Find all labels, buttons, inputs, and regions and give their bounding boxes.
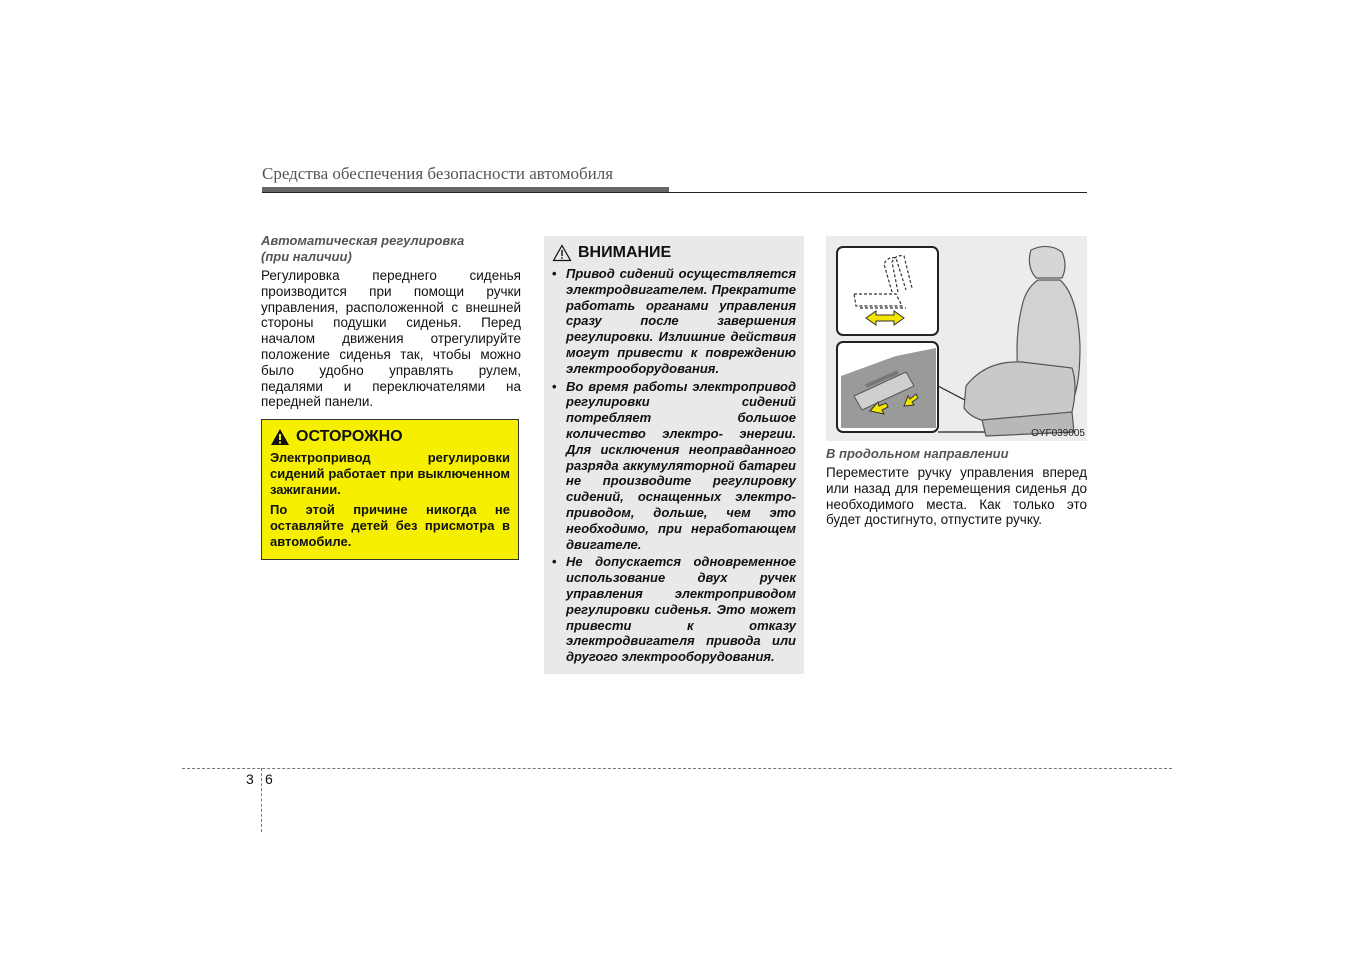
warning-outline-icon — [552, 244, 572, 262]
intro-paragraph: Регулировка переднего сиденья производится при помощи ручки управления, расположенной с внешней стороны подушки сиденья. Перед началом движения отрегулируйте положение сиденья так, чтобы можно было удобно управлять рулем, педалями и переключателями на передней панели. — [261, 268, 521, 410]
section-title: Средства обеспечения безопасности автомобиля — [262, 164, 614, 183]
notice-list — [552, 266, 796, 665]
footer-dashed-divider — [261, 768, 262, 832]
header-rule — [262, 192, 1087, 193]
caution-paragraph-1: Электропривод регулировки сидений работает при выключенном зажигании. — [270, 450, 510, 497]
column-1 — [261, 233, 521, 410]
subheading-optional: (при наличии) — [261, 249, 352, 264]
notice-item: • Не допускается одновременное использование двух ручек управления электроприводом регулировки сиденья. Это может привести к отказу электродвигателя привода или другого электрооборудования. — [552, 554, 796, 665]
notice-box — [544, 236, 804, 674]
figure-code: OYF039005 — [1031, 428, 1085, 439]
longitudinal-paragraph: Переместите ручку управления вперед или назад для перемещения сиденья до необходимого места. Как только это будет достигнуто, отпустите ручку. — [826, 465, 1087, 528]
caution-header — [270, 428, 510, 446]
warning-triangle-icon — [270, 428, 290, 446]
notice-header — [552, 244, 796, 262]
chapter-number: 3 — [246, 771, 254, 787]
notice-item: • Во время работы электропривод регулировки сидений потребляет большое количество электро- энергии. Для исключения неоправданного разряда аккумуляторной батареи не производите регулировку сидений, оснащенных электро- приводом, дольше, чем это необходимо, при неработающем двигателе. — [552, 378, 796, 552]
subheading-auto-adjust: Автоматическая регулировка — [261, 233, 465, 248]
caution-paragraph-2: По этой причине никогда не оставляйте детей без присмотра в автомобиле. — [270, 502, 510, 549]
footer-dashed-line — [182, 768, 1172, 769]
seat-illustration — [826, 236, 1087, 441]
notice-title: ВНИМАНИЕ — [578, 244, 672, 261]
subheading-longitudinal: В продольном направлении — [826, 446, 1009, 461]
page-number: 6 — [265, 771, 273, 787]
notice-item: • Привод сидений осуществляется электродвигателем. Прекратите работать органами управления сразу после завершения регулировки. Излишние действия могут привести к повреждению электрооборудования. — [552, 266, 796, 376]
caution-title: ОСТОРОЖНО — [296, 428, 403, 445]
seat-figure — [826, 236, 1087, 441]
caution-box — [261, 419, 519, 560]
seat-shape — [964, 246, 1080, 436]
column-3-text — [826, 446, 1087, 528]
